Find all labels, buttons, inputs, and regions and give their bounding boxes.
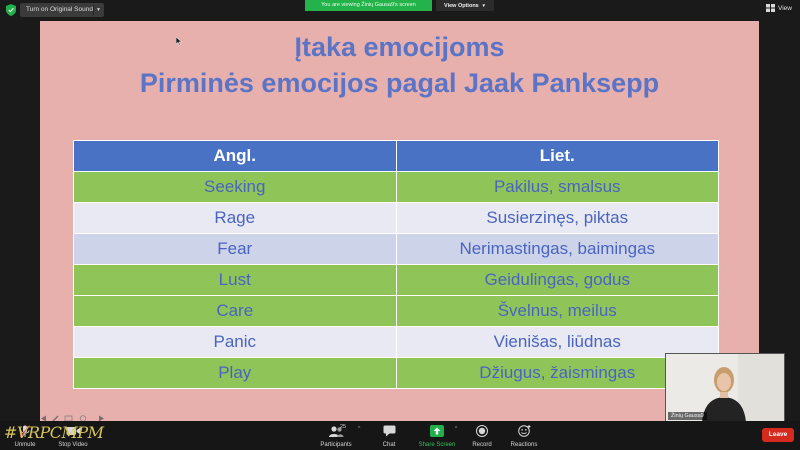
participants-button[interactable]: [314, 424, 361, 448]
table-row: [74, 327, 719, 358]
leave-button[interactable]: Leave: [762, 428, 794, 442]
view-options-button[interactable]: [436, 0, 494, 11]
cell-lithuanian: Nerimastingas, baimingas: [396, 234, 719, 265]
mouse-cursor-icon: [176, 37, 182, 46]
column-header-lithuanian: Liet.: [396, 141, 719, 172]
cell-english: Care: [74, 296, 397, 327]
record-button[interactable]: [467, 424, 497, 448]
table-row: [74, 172, 719, 203]
top-bar: [0, 0, 800, 20]
cell-lithuanian: Pakilus, smalsus: [396, 172, 719, 203]
unmute-label: Unmute: [14, 442, 36, 448]
reactions-label: Reactions: [510, 442, 538, 448]
cell-english: Play: [74, 358, 397, 389]
table-row: [74, 203, 719, 234]
slide-title: Įtaka emocijoms: [294, 32, 505, 62]
cell-lithuanian: Vienišas, liūdnas: [396, 327, 719, 358]
column-header-english: Angl.: [74, 141, 397, 172]
share-screen-icon: [430, 425, 444, 437]
slide-subtitle: Pirminės emocijos pagal Jaak Panksepp: [139, 68, 660, 98]
screen-share-banner: You are viewing Žinių Gausa9's screen: [305, 0, 432, 11]
watermark-logo: #VRPCMPM: [4, 423, 104, 442]
emotions-table: [73, 140, 719, 389]
chevron-up-icon[interactable]: ^: [358, 426, 361, 432]
view-label: View: [778, 5, 792, 12]
emoji-smile-icon: [518, 425, 531, 437]
cell-lithuanian: Švelnus, meilus: [396, 296, 719, 327]
record-label: Record: [472, 442, 492, 448]
divider: [93, 5, 94, 15]
chevron-up-icon[interactable]: ^: [455, 426, 458, 432]
participant-video-thumbnail[interactable]: [665, 353, 785, 423]
participants-count: 25: [340, 424, 347, 430]
chat-label: Chat: [382, 442, 396, 448]
reactions-button[interactable]: [507, 424, 541, 448]
participants-label: Participants: [320, 442, 352, 448]
shared-screen-slide: [40, 21, 759, 421]
cell-english: Rage: [74, 203, 397, 234]
view-button[interactable]: [766, 3, 792, 15]
table-row: [74, 296, 719, 327]
cell-lithuanian: Geidulingas, godus: [396, 265, 719, 296]
chevron-down-icon: ▼: [480, 3, 486, 8]
table-header-row: [74, 141, 719, 172]
security-shield-icon[interactable]: [6, 4, 16, 16]
cell-english: Fear: [74, 234, 397, 265]
cell-english: Lust: [74, 265, 397, 296]
chat-button[interactable]: [374, 424, 404, 448]
chevron-down-icon[interactable]: ▼: [96, 7, 101, 13]
table-row: [74, 265, 719, 296]
cell-english: Seeking: [74, 172, 397, 203]
view-options-label: View Options: [444, 3, 479, 9]
cell-english: Panic: [74, 327, 397, 358]
original-sound-label: Turn on Original Sound: [26, 6, 93, 13]
chat-bubble-icon: [383, 425, 396, 437]
record-icon: [476, 425, 488, 437]
stop-video-label: Stop Video: [58, 442, 88, 448]
cell-lithuanian: Džiugus, žaismingas: [396, 358, 719, 389]
table-row: [74, 358, 719, 389]
table-row: [74, 234, 719, 265]
cell-lithuanian: Susierzinęs, piktas: [396, 203, 719, 234]
meeting-toolbar: [0, 421, 800, 450]
share-screen-button[interactable]: [416, 424, 458, 448]
original-sound-button[interactable]: [20, 3, 104, 17]
grid-view-icon: [766, 4, 775, 12]
participant-name-label: Žinių Gausa9: [668, 412, 707, 420]
share-screen-label: Share Screen: [418, 442, 456, 448]
